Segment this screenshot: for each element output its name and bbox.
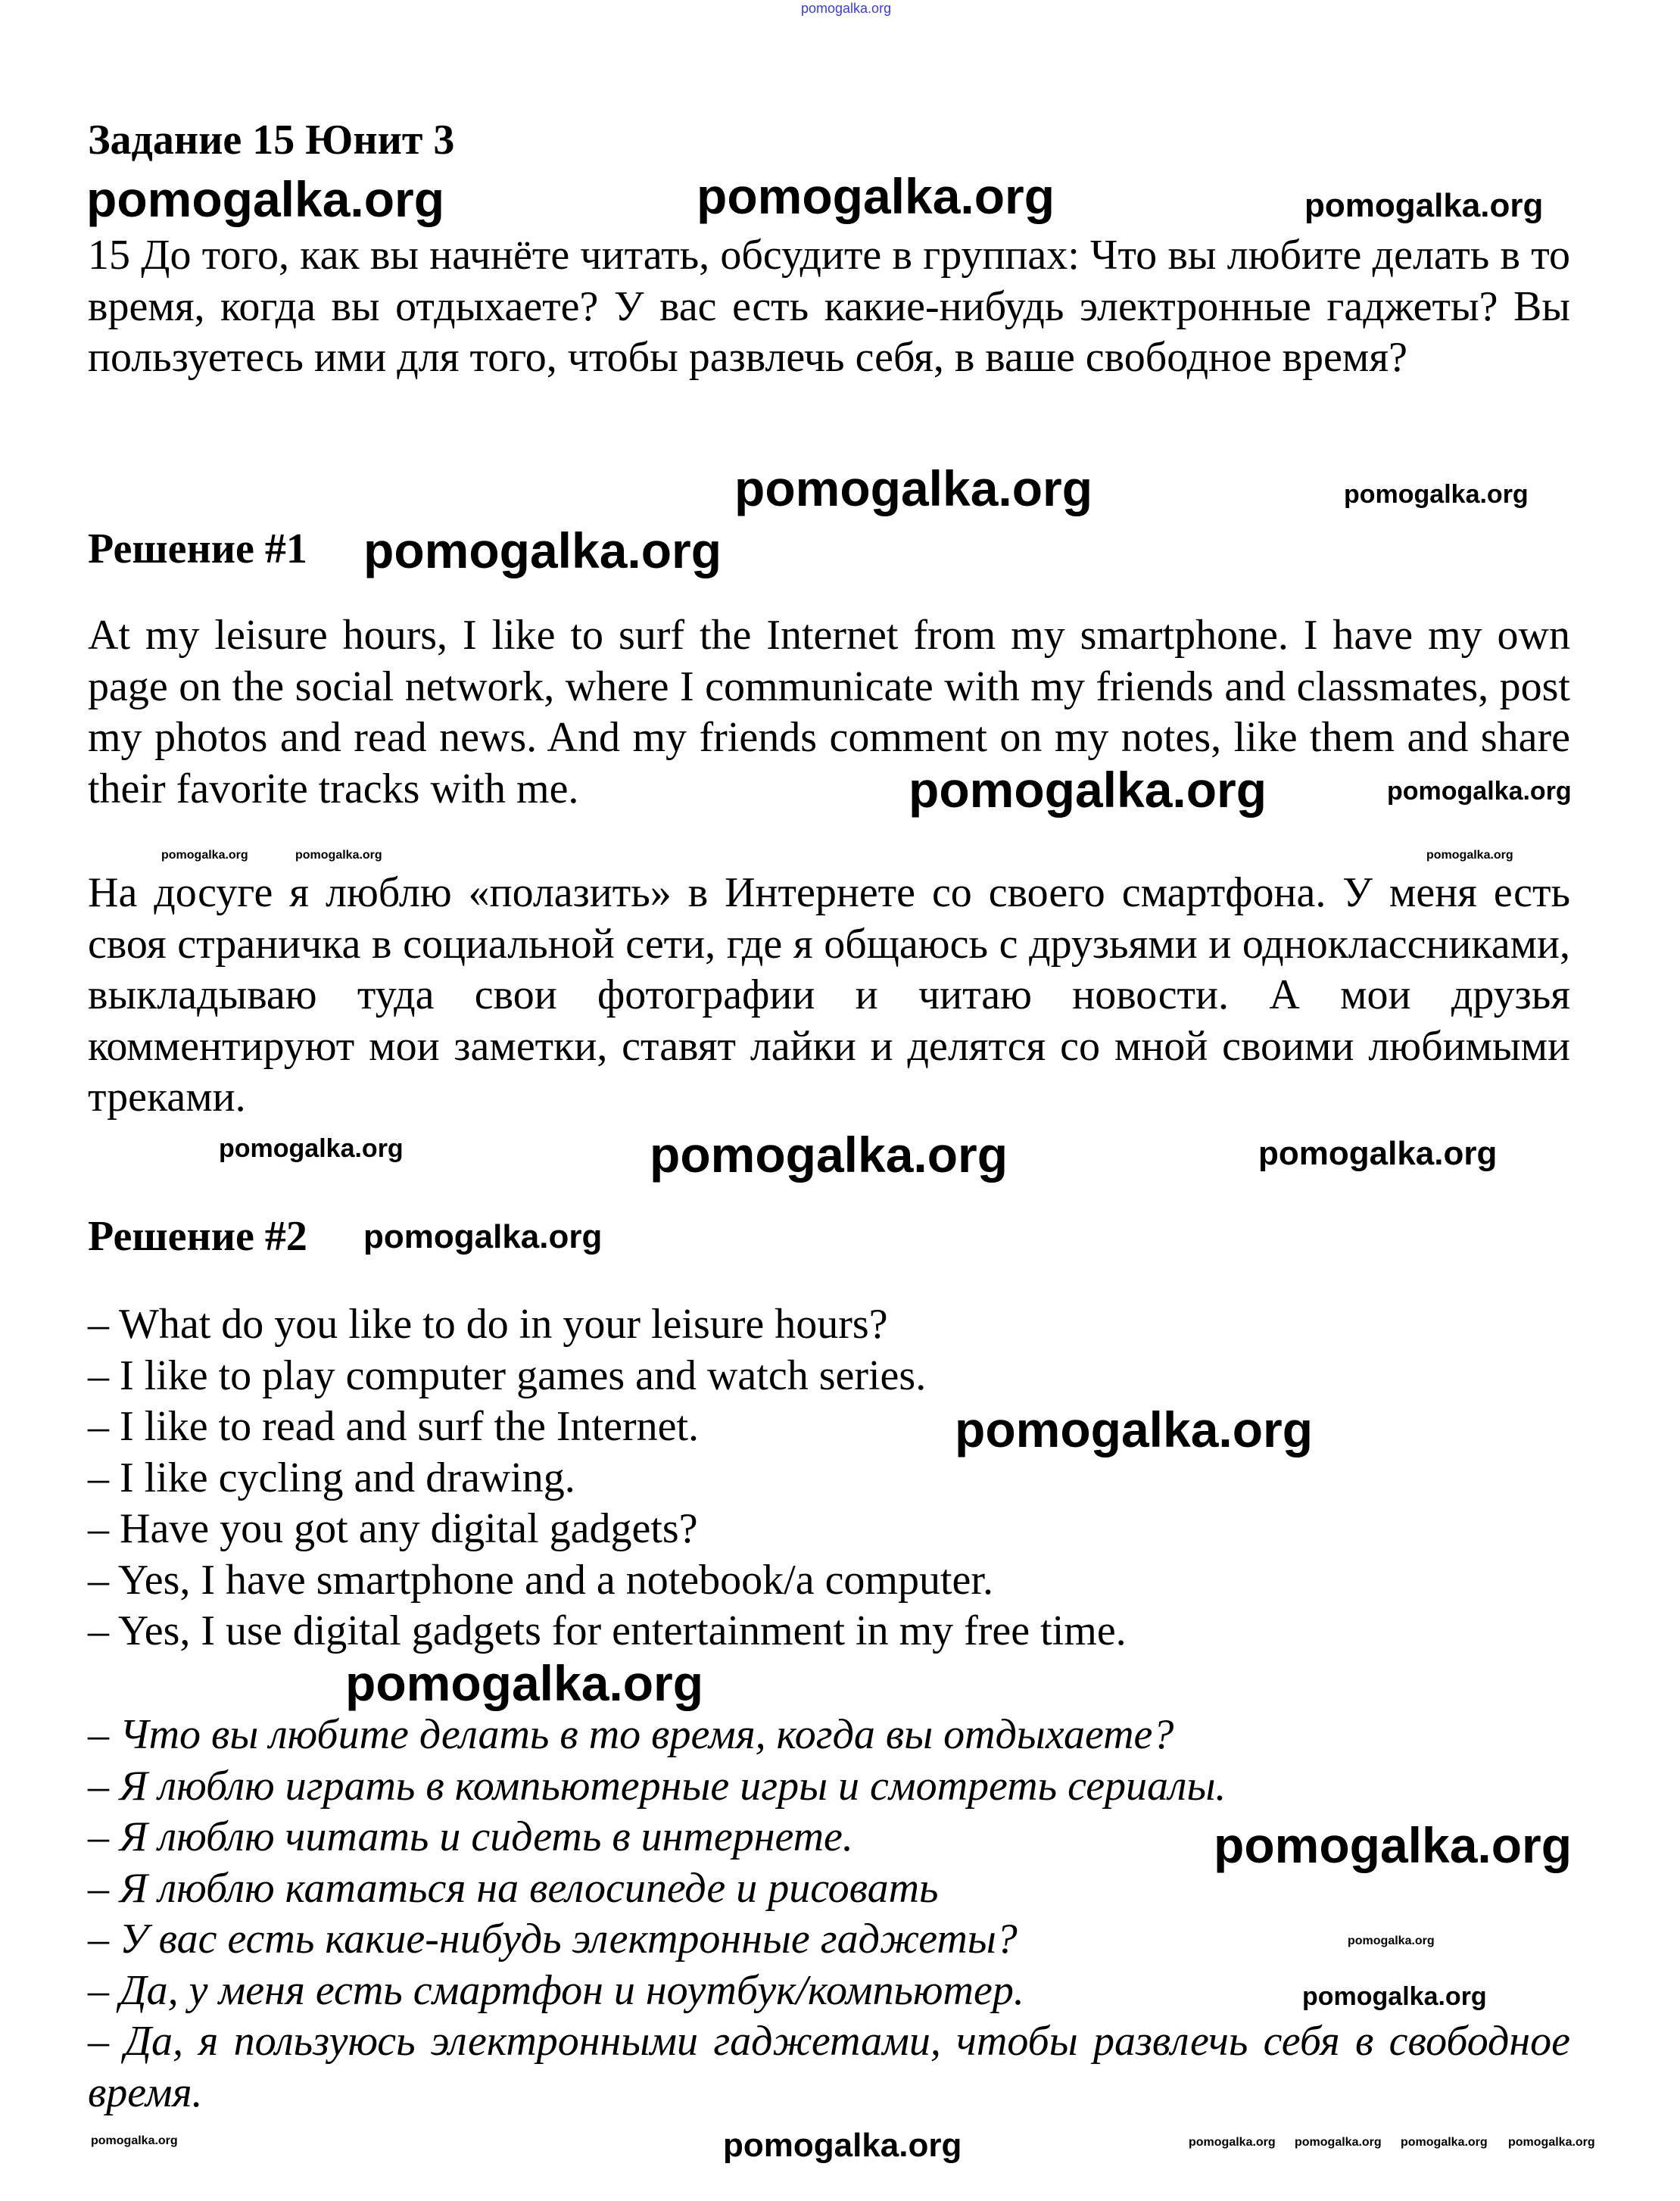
watermark: pomogalka.org xyxy=(1304,187,1544,224)
watermark: pomogalka.org xyxy=(1295,2136,1382,2149)
dialog-line: – I like to play computer games and watch series. xyxy=(88,1351,927,1399)
watermark: pomogalka.org xyxy=(1258,1135,1498,1172)
solution-2-heading: Решение #2 xyxy=(88,1213,307,1260)
watermark: pomogalka.org xyxy=(955,1401,1314,1457)
dialog-line: – Я люблю играть в компьютерные игры и смотреть сериалы. xyxy=(88,1762,1226,1810)
dialog-line: – Да, я пользуюсь электронными гаджетами, чтобы развлечь себя в свободное время. xyxy=(88,2018,1570,2116)
watermark: pomogalka.org xyxy=(1348,1934,1435,1947)
dialog-line: – Я люблю читать и сидеть в интернете. xyxy=(88,1813,853,1860)
watermark: pomogalka.org xyxy=(86,171,445,227)
solution-1-russian: На досуге я люблю «полазить» в Интернете со своего смартфона. У меня есть своя страничка в социальной сети, где я общаюсь с друзьями и одноклассниками, выкладываю туда свои фотографии и читаю новости. А мои друзья комментируют мои заметки, ставят лайки и делятся со мной своими любимыми треками. xyxy=(88,869,1570,1121)
watermark: pomogalka.org xyxy=(91,2134,178,2147)
watermark: pomogalka.org xyxy=(1344,480,1529,509)
dialog-line: – I like to read and surf the Internet. xyxy=(88,1403,700,1450)
watermark: pomogalka.org xyxy=(723,2127,962,2164)
watermark: pomogalka.org xyxy=(1387,777,1572,806)
watermark: pomogalka.org xyxy=(1302,1982,1487,2011)
watermark: pomogalka.org xyxy=(1426,849,1513,862)
dialog-line: – Да, у меня есть смартфон и ноутбук/компьютер. xyxy=(88,1966,1024,2014)
dialog-line: – Я люблю кататься на велосипеде и рисовать xyxy=(88,1864,939,1912)
task-text: 15 До того, как вы начнёте читать, обсудите в группах: Что вы любите делать в то время, когда вы отдыхаете? У вас есть какие-нибудь электронные гаджеты? Вы пользуетесь ими для того, чтобы развлечь себя, в ваше свободное время? xyxy=(88,232,1570,381)
watermark: pomogalka.org xyxy=(295,849,382,862)
solution-2-english xyxy=(88,1299,1572,1657)
watermark: pomogalka.org xyxy=(363,1218,603,1255)
page-title: Задание 15 Юнит 3 xyxy=(88,117,455,164)
dialog-line: – Yes, I have smartphone and a notebook/a computer. xyxy=(88,1556,993,1604)
watermark: pomogalka.org xyxy=(161,849,248,862)
dialog-line: – What do you like to do in your leisure hours? xyxy=(88,1301,888,1348)
dialog-line: – I like cycling and drawing. xyxy=(88,1454,575,1501)
watermark: pomogalka.org xyxy=(1214,1817,1572,1873)
watermark: pomogalka.org xyxy=(363,522,722,578)
watermark: pomogalka.org xyxy=(345,1655,704,1711)
dialog-line: – Have you got any digital gadgets? xyxy=(88,1505,698,1552)
watermark: pomogalka.org xyxy=(697,168,1055,224)
watermark: pomogalka.org xyxy=(1508,2136,1595,2149)
watermark: pomogalka.org xyxy=(219,1134,404,1163)
watermark: pomogalka.org xyxy=(909,762,1267,818)
watermark: pomogalka.org xyxy=(650,1127,1008,1183)
solution-2-russian xyxy=(88,1710,1572,2118)
dialog-line: – У вас есть какие-нибудь электронные гаджеты? xyxy=(88,1916,1018,1963)
solution-1-english: At my leisure hours, I like to surf the Internet from my smartphone. I have my own page on the social network, where I communicate with my friends and classmates, post my photos and read news. And my friends comment on my notes, like them and share their favorite tracks with me. xyxy=(88,612,1570,812)
dialog-line: – Yes, I use digital gadgets for entertainment in my free time. xyxy=(88,1607,1127,1654)
watermark: pomogalka.org xyxy=(734,460,1093,516)
watermark: pomogalka.org xyxy=(1189,2136,1276,2149)
solution-1-heading: Решение #1 xyxy=(88,525,307,572)
watermark: pomogalka.org xyxy=(1401,2136,1488,2149)
watermark: pomogalka.org xyxy=(801,1,892,16)
dialog-line: – Что вы любите делать в то время, когда вы отдыхаете? xyxy=(88,1711,1174,1758)
